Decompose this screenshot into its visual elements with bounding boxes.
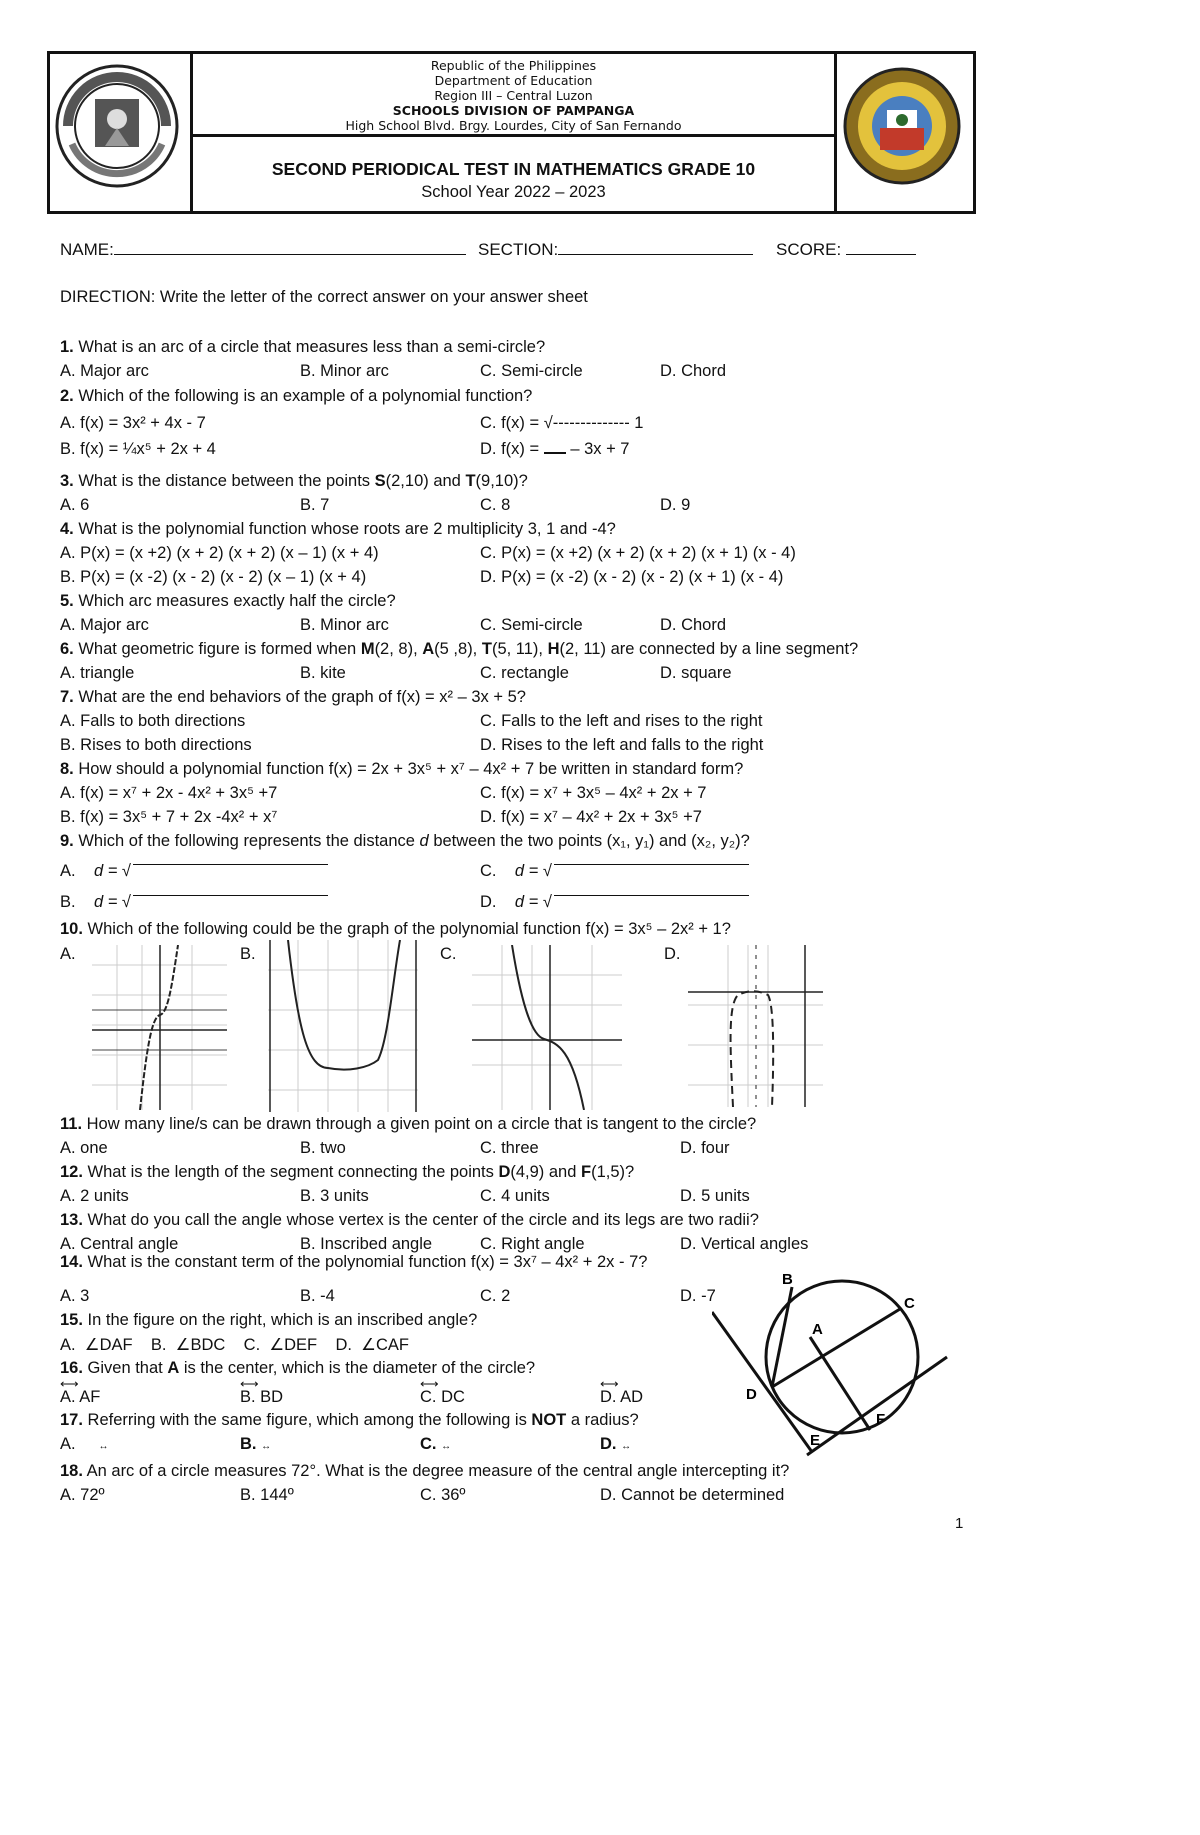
angle-icon: ∠	[84, 1336, 100, 1354]
q15-option-c[interactable]	[244, 1336, 317, 1354]
q12-option-c[interactable]: C. 4 units	[480, 1187, 550, 1205]
q13-option-d[interactable]: D. Vertical angles	[680, 1235, 809, 1253]
q-number: 13.	[60, 1211, 83, 1229]
left-seal-cell	[50, 54, 193, 211]
q16-option-c[interactable]: C. DC	[420, 1388, 465, 1406]
point-a-coord: (5 ,8),	[434, 640, 482, 658]
option-c-label: C. f(x) = √	[480, 414, 553, 432]
option-label: B.	[240, 1435, 257, 1453]
q14-option-a[interactable]: A. 3	[60, 1287, 90, 1305]
q1-option-b[interactable]: B. Minor arc	[300, 362, 389, 380]
angle-name: DAF	[99, 1336, 133, 1354]
q13-option-c[interactable]: C. Right angle	[480, 1235, 585, 1253]
segment-arrow-icon: ↔	[98, 1441, 109, 1452]
option-label: D.	[335, 1336, 352, 1354]
q14-option-b[interactable]: B. -4	[300, 1287, 335, 1305]
q-text: Which of the following is an example of a polynomial function?	[78, 387, 533, 405]
q-text: Which arc measures exactly half the circle?	[78, 592, 396, 610]
q6-option-b[interactable]: B. kite	[300, 664, 346, 682]
q5-option-b[interactable]: B. Minor arc	[300, 616, 389, 634]
q11-option-c[interactable]: C. three	[480, 1139, 539, 1157]
point-t-coord: (9,10)?	[475, 472, 528, 490]
q10-option-b[interactable]: B.	[240, 945, 256, 963]
q4-option-a[interactable]: A. P(x) = (x +2) (x + 2) (x + 2) (x – 1) (x + 4)	[60, 544, 379, 562]
radical-bar	[133, 864, 328, 879]
q18-option-c[interactable]: C. 36º	[420, 1486, 466, 1504]
division-seal-icon	[837, 54, 967, 211]
q-text: What are the end behaviors of the graph of f(x) = x² – 3x + 5?	[78, 688, 526, 706]
q5-option-a[interactable]: A. Major arc	[60, 616, 149, 634]
q2-option-b[interactable]: B. f(x) = ¼x⁵ + 2x + 4	[60, 440, 216, 458]
question-6	[60, 640, 858, 659]
q16-option-b[interactable]: B. BD	[240, 1388, 284, 1406]
graph-b[interactable]	[268, 940, 418, 1112]
line-arrow-icon: ⟷	[240, 1376, 259, 1391]
point-t: T	[481, 640, 492, 658]
section-field[interactable]	[478, 240, 753, 260]
q3-option-b[interactable]: B. 7	[300, 496, 330, 514]
question-8	[60, 760, 743, 779]
question-5	[60, 592, 396, 611]
q-number: 17.	[60, 1411, 83, 1429]
header-line-1: Republic of the Philippines	[430, 58, 597, 73]
q16-option-d[interactable]: D. AD	[600, 1388, 644, 1406]
q-text: What is the polynomial function whose roots are 2 multiplicity 3, 1 and -4?	[78, 520, 616, 538]
q-text: How should a polynomial function f(x) = 2x + 3x⁵ + x⁷ – 4x² + 7 be written in standard form?	[78, 760, 744, 778]
q4-option-b[interactable]: B. P(x) = (x -2) (x - 2) (x - 2) (x – 1) (x + 4)	[60, 568, 367, 586]
d-variable: d	[419, 832, 429, 850]
q8-option-a[interactable]: A. f(x) = x⁷ + 2x - 4x² + 3x⁵ +7	[60, 784, 278, 802]
q6-option-d[interactable]: D. square	[660, 664, 732, 682]
angle-icon: ∠	[269, 1336, 285, 1354]
angle-name: CAF	[375, 1336, 409, 1354]
name-blank[interactable]	[114, 254, 466, 255]
header-box	[47, 51, 976, 214]
question-9	[60, 832, 750, 851]
tangent-line-2	[807, 1357, 947, 1455]
q1-option-a[interactable]: A. Major arc	[60, 362, 149, 380]
q-number: 2.	[60, 387, 74, 405]
q-text: What is the distance between the points	[78, 472, 375, 490]
q-number: 11.	[60, 1115, 83, 1133]
radical-bar	[554, 895, 749, 910]
q4-option-d[interactable]: D. P(x) = (x -2) (x - 2) (x - 2) (x + 1) (x - 4)	[480, 568, 784, 586]
q-text: Which of the following represents the distance	[78, 832, 420, 850]
q-text: Given that	[87, 1359, 168, 1377]
test-title: SECOND PERIODICAL TEST IN MATHEMATICS GRADE 10	[271, 159, 756, 179]
graph-c[interactable]	[472, 945, 622, 1110]
q12-option-d[interactable]: D. 5 units	[680, 1187, 750, 1205]
line-arrow-icon: ⟷	[420, 1376, 439, 1391]
option-label: A.	[60, 1435, 76, 1453]
q11-option-d[interactable]: D. four	[680, 1139, 730, 1157]
q1-option-d[interactable]: D. Chord	[660, 362, 727, 380]
q-number: 4.	[60, 520, 74, 538]
line-arrow-icon: ⟷	[600, 1376, 619, 1391]
question-10	[60, 920, 731, 939]
angle-icon: ∠	[175, 1336, 191, 1354]
line-arrow-icon: ⟷	[60, 1376, 79, 1391]
option-label: A.	[60, 1336, 76, 1354]
point-h: H	[547, 640, 560, 658]
point-d-coord: (4,9) and	[510, 1163, 581, 1181]
q-text: In the figure on the right, which is an inscribed angle?	[87, 1311, 478, 1329]
option-label: A.	[60, 862, 76, 880]
q7-option-b[interactable]: B. Rises to both directions	[60, 736, 252, 754]
point-t: T	[465, 472, 476, 490]
point-s: S	[374, 472, 386, 490]
q10-option-d[interactable]: D.	[664, 945, 681, 963]
label-b: B	[782, 1272, 793, 1288]
radical-bar	[133, 895, 328, 910]
q7-option-d[interactable]: D. Rises to the left and falls to the right	[480, 736, 764, 754]
label-a: A	[812, 1321, 823, 1338]
q-number: 12.	[60, 1163, 83, 1181]
circle-figure	[712, 1272, 952, 1457]
q12-option-a[interactable]: A. 2 units	[60, 1187, 129, 1205]
option-d-tail: – 3x + 7	[565, 440, 630, 458]
q-number: 9.	[60, 832, 74, 850]
radical-bar	[554, 864, 749, 879]
q18-option-b[interactable]: B. 144º	[240, 1486, 294, 1504]
q18-option-a[interactable]: A. 72º	[60, 1486, 105, 1504]
question-17	[60, 1411, 639, 1430]
chord-db	[772, 1287, 792, 1387]
q-number: 5.	[60, 592, 74, 610]
q-text: What is the length of the segment connecting the points	[87, 1163, 499, 1181]
segment-af	[810, 1337, 870, 1430]
q-text: What geometric figure is formed when	[78, 640, 361, 658]
q-text: What do you call the angle whose vertex is the center of the circle and its legs are two radii?	[87, 1211, 759, 1229]
option-label: C.	[243, 1336, 261, 1354]
q5-option-c[interactable]: C. Semi-circle	[480, 616, 583, 634]
q15-options	[60, 1335, 409, 1355]
distance-formula: d = √	[93, 862, 131, 880]
question-7	[60, 688, 526, 707]
q-number: 7.	[60, 688, 74, 706]
q7-option-a[interactable]: A. Falls to both directions	[60, 712, 246, 730]
option-label: D.	[600, 1435, 617, 1453]
distance-formula: d = √	[514, 893, 552, 911]
point-f: F	[581, 1163, 592, 1181]
question-2	[60, 387, 532, 406]
q-text-post: a radius?	[566, 1411, 639, 1429]
q-number: 6.	[60, 640, 74, 658]
option-label: C.	[480, 862, 497, 880]
q-number: 15.	[60, 1311, 83, 1329]
q-text: What is the constant term of the polynomial function f(x) = 3x⁷ – 4x² + 2x - 7?	[87, 1253, 648, 1271]
label-c: C	[904, 1295, 915, 1312]
deped-seal-icon	[50, 54, 184, 211]
q-text: How many line/s can be drawn through a given point on a circle that is tangent to the circle?	[86, 1115, 757, 1133]
score-blank[interactable]	[846, 254, 916, 255]
segment-arrow-icon: ↔	[441, 1441, 452, 1452]
q2-option-c[interactable]	[480, 414, 643, 433]
page-number: 1	[955, 1515, 964, 1532]
q-number: 1.	[60, 338, 74, 356]
question-13	[60, 1211, 759, 1230]
q17-option-b[interactable]	[240, 1435, 271, 1454]
q-text: Referring with the same figure, which among the following is	[87, 1411, 532, 1429]
point-a: A	[422, 640, 435, 658]
q18-option-d[interactable]: D. Cannot be determined	[600, 1486, 785, 1504]
point-d: D	[498, 1163, 511, 1181]
q17-option-d[interactable]	[600, 1435, 631, 1454]
q-number: 10.	[60, 920, 83, 938]
segment-arrow-icon: ↔	[261, 1441, 272, 1452]
q7-option-c[interactable]: C. Falls to the left and rises to the right	[480, 712, 763, 730]
q11-option-a[interactable]: A. one	[60, 1139, 108, 1157]
label-e: E	[810, 1432, 821, 1449]
q17-option-a[interactable]	[60, 1435, 109, 1454]
q-number: 18.	[60, 1462, 83, 1480]
school-year: School Year 2022 – 2023	[421, 183, 606, 201]
question-11	[60, 1115, 756, 1134]
q9-option-d[interactable]	[480, 893, 749, 912]
q10-option-a[interactable]: A.	[60, 945, 76, 963]
q6-option-a[interactable]: A. triangle	[60, 664, 135, 682]
q14-option-d[interactable]: D. -7	[680, 1287, 716, 1305]
section-blank[interactable]	[558, 254, 753, 255]
q-number: 3.	[60, 472, 74, 490]
q-number: 16.	[60, 1359, 83, 1377]
q11-option-b[interactable]: B. two	[300, 1139, 346, 1157]
point-t-coord: (5, 11),	[491, 640, 548, 658]
q5-option-d[interactable]: D. Chord	[660, 616, 727, 634]
point-m-coord: (2, 8),	[374, 640, 423, 658]
name-label: NAME:	[60, 240, 114, 259]
tangent-line-1	[712, 1312, 812, 1452]
header-line-5: High School Blvd. Brgy. Lourdes, City of San Fernando	[345, 118, 682, 133]
right-seal-cell	[834, 54, 973, 211]
q15-option-d[interactable]	[335, 1336, 408, 1354]
angle-name: BDC	[190, 1336, 226, 1354]
q1-option-c[interactable]: C. Semi-circle	[480, 362, 583, 380]
q10-option-c[interactable]: C.	[440, 945, 457, 963]
q2-option-d[interactable]	[480, 440, 630, 459]
distance-formula: d = √	[93, 893, 131, 911]
option-label: C.	[420, 1435, 437, 1453]
q16-option-a[interactable]: A. AF	[60, 1388, 101, 1406]
graph-a[interactable]	[92, 945, 227, 1110]
q6-option-c[interactable]: C. rectangle	[480, 664, 569, 682]
fraction-bar	[544, 452, 566, 454]
q9-option-c[interactable]	[480, 862, 749, 881]
q13-option-a[interactable]: A. Central angle	[60, 1235, 179, 1253]
point-a: A	[167, 1359, 180, 1377]
point-h-coord: (2, 11) are connected by a line segment?	[559, 640, 859, 658]
point-f-coord: (1,5)?	[591, 1163, 635, 1181]
q-text: Which of the following could be the graph of the polynomial function f(x) = 3x⁵ – 2x² + 1?	[87, 920, 731, 938]
q-text: What is an arc of a circle that measures less than a semi-circle?	[78, 338, 546, 356]
angle-icon: ∠	[361, 1336, 376, 1354]
direction: DIRECTION: Write the letter of the correct answer on your answer sheet	[60, 288, 588, 306]
question-1	[60, 338, 545, 357]
q9-option-b[interactable]	[60, 893, 328, 912]
q15-option-b[interactable]	[151, 1336, 225, 1354]
angle-name: DEF	[284, 1336, 318, 1354]
question-3	[60, 472, 528, 491]
header-line-4: SCHOOLS DIVISION OF PAMPANGA	[392, 103, 635, 118]
option-label: D.	[480, 893, 497, 911]
q3-option-a[interactable]: A. 6	[60, 496, 90, 514]
q8-option-b[interactable]: B. f(x) = 3x⁵ + 7 + 2x -4x² + x⁷	[60, 808, 278, 826]
option-c-tail: -------------- 1	[552, 414, 644, 432]
q9-option-a[interactable]	[60, 862, 328, 881]
q17-option-c[interactable]	[420, 1435, 451, 1454]
q14-option-c[interactable]: C. 2	[480, 1287, 511, 1305]
score-field[interactable]	[776, 240, 916, 260]
question-18	[60, 1462, 789, 1481]
label-d: D	[746, 1386, 757, 1403]
header-line-3: Region III – Central Luzon	[434, 88, 593, 103]
option-label: B.	[150, 1336, 167, 1354]
label-f: F	[876, 1411, 886, 1428]
q15-option-a[interactable]	[60, 1336, 133, 1354]
q3-option-c[interactable]: C. 8	[480, 496, 511, 514]
graph-d[interactable]	[688, 945, 823, 1107]
score-label: SCORE:	[776, 240, 842, 259]
q13-option-b[interactable]: B. Inscribed angle	[300, 1235, 433, 1253]
q4-option-c[interactable]: C. P(x) = (x +2) (x + 2) (x + 2) (x + 1) (x - 4)	[480, 544, 796, 562]
question-14	[60, 1253, 647, 1272]
not-emphasis: NOT	[531, 1411, 567, 1429]
q-number: 14.	[60, 1253, 83, 1271]
q-text-post: between the two points (x₁, y₁) and (x₂, y₂)?	[428, 832, 750, 850]
question-12	[60, 1163, 634, 1182]
header-text	[193, 54, 834, 211]
point-s-coord: (2,10) and	[385, 472, 466, 490]
q12-option-b[interactable]: B. 3 units	[300, 1187, 369, 1205]
point-m: M	[360, 640, 375, 658]
segment-arrow-icon: ↔	[621, 1441, 632, 1452]
q3-option-d[interactable]: D. 9	[660, 496, 691, 514]
q-text-post: is the center, which is the diameter of the circle?	[179, 1359, 536, 1377]
q8-option-d[interactable]: D. f(x) = x⁷ – 4x² + 2x + 3x⁵ +7	[480, 808, 702, 826]
q-text: An arc of a circle measures 72°. What is the degree measure of the central angle intercepting it?	[86, 1462, 790, 1480]
option-d-label: D. f(x) =	[480, 440, 540, 458]
option-label: B.	[60, 893, 76, 911]
q2-option-a[interactable]: A. f(x) = 3x² + 4x - 7	[60, 414, 206, 432]
q-number: 8.	[60, 760, 74, 778]
question-16	[60, 1359, 535, 1378]
header-line-2: Department of Education	[434, 73, 593, 88]
question-4	[60, 520, 616, 539]
q8-option-c[interactable]: C. f(x) = x⁷ + 3x⁵ – 4x² + 2x + 7	[480, 784, 707, 802]
question-15	[60, 1311, 477, 1330]
section-label: SECTION:	[478, 240, 559, 259]
distance-formula: d = √	[514, 862, 552, 880]
name-field[interactable]	[60, 240, 466, 260]
